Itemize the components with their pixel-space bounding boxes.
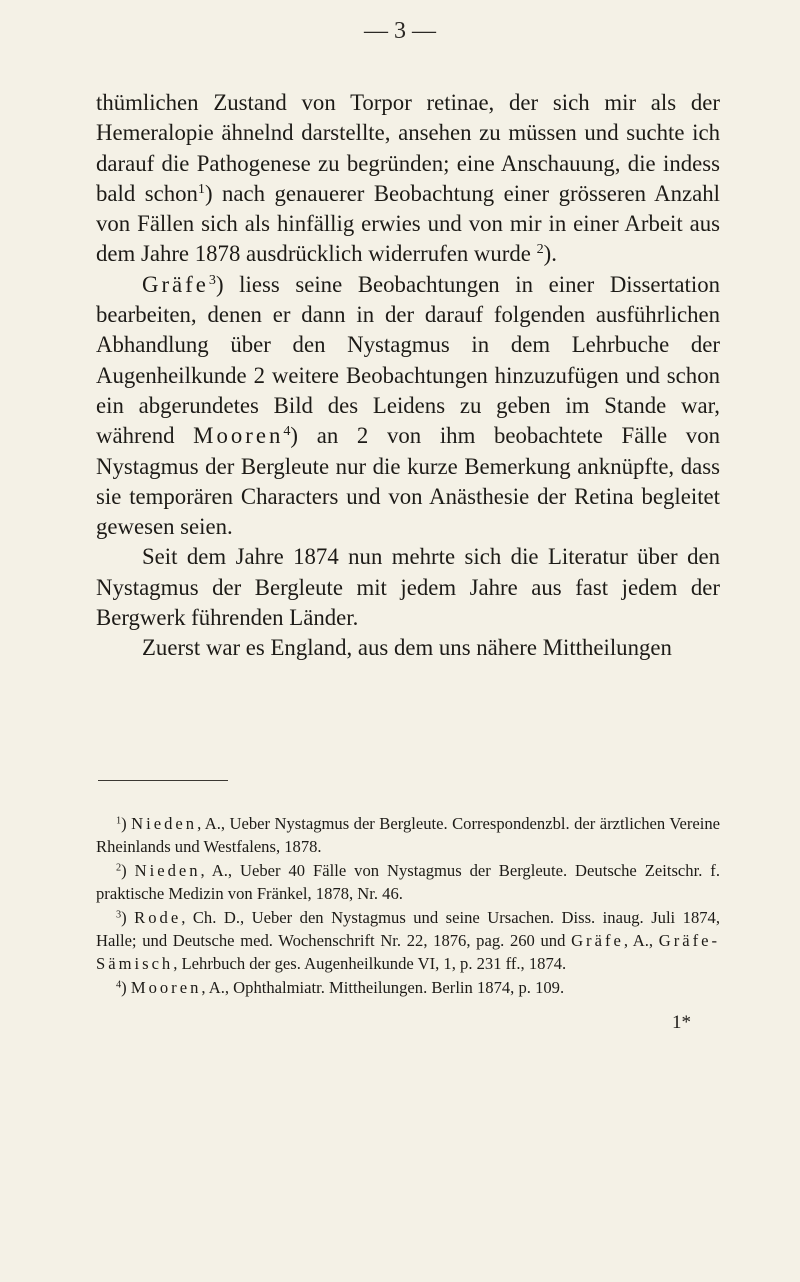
author-name: Gräfe <box>571 931 624 951</box>
footnote-ref-4: 4 <box>283 423 291 440</box>
author-name: Nieden <box>134 860 201 880</box>
footnote-1: $^1$) Nieden, A., Ueber Nystagmus der Bergleute. Correspondenzbl. der ärztlichen Vereine Rheinlands und Westfalens, 1878. <box>96 814 720 857</box>
footnote-mark: 1 <box>116 815 122 827</box>
author-name: Mooren <box>193 423 284 449</box>
printer-signature: 1* <box>672 1012 691 1033</box>
paragraph-1 <box>96 88 720 270</box>
footnote-4: $^4$) Mooren, A., Ophthalmiatr. Mittheilungen. Berlin 1874, p. 109. <box>116 977 565 997</box>
footnote-text: , Ch. D., Ueber den Nystagmus und seine Ursachen. Diss. inaug. Juli 1874, Halle; und Deutsche med. Wochenschrift Nr. 22, 1876, pag. 260 und <box>96 907 720 951</box>
paragraph-4: Zuerst war es England, aus dem uns nähere Mittheilungen <box>142 635 672 661</box>
text-run: ) an 2 von ihm beobachtete Fälle von Nystagmus der Bergleute nur die kurze Bemerkung anknüpfte, dass sie temporären Characters und von Anästhesie der Retina begleitet gewesen seien. <box>96 423 720 540</box>
paragraph-2 <box>96 270 720 543</box>
footnote-ref-2: 2 <box>536 241 544 258</box>
footnote-mark: 3 <box>116 908 122 920</box>
footnote-text: , A., Ueber Nystagmus der Bergleute. Correspondenzbl. der ärztlichen Vereine Rheinlands und Westfalens, 1878. <box>96 814 720 857</box>
footnote-divider <box>98 780 228 781</box>
footnote-text: , A., <box>623 931 659 951</box>
footnote-ref-3: 3 <box>208 272 216 289</box>
page-number: — 3 — <box>364 18 436 44</box>
footnote-mark: 2 <box>116 862 122 874</box>
footnote-3: $^3$) Rode, Ch. D., Ueber den Nystagmus und seine Ursachen. Diss. inaug. Juli 1874, Halle; und Deutsche med. Wochenschrift Nr. 22, 1876, pag. 260 und Gräfe, A., Gräfe-Sämisch, Lehrbuch der ges. Augenheilkunde VI, 1, p. 231 ff., 1874. <box>96 907 721 974</box>
author-name: Nieden <box>131 814 198 833</box>
footnote-mark: 4 <box>116 979 122 991</box>
footnote-text: , A., Ophthalmiatr. Mittheilungen. Berlin 1874, p. 109. <box>201 977 565 997</box>
footnotes <box>96 812 720 999</box>
footnote-text: , A., Ueber 40 Fälle von Nystagmus der Bergleute. Deutsche Zeitschr. f. praktische Medizin von Fränkel, 1878, Nr. 46. <box>96 860 720 904</box>
text-run: ) nach genauerer Beobachtung einer grösseren Anzahl von Fällen sich als hinfällig erwies und von mir in einer Arbeit aus dem Jahre 1878 ausdrücklich widerrufen wurde <box>96 180 720 267</box>
main-text <box>96 88 720 664</box>
text-run: thümlichen Zustand von Torpor retinae, der sich mir als der Hemeralopie ähnelnd darstellte, ansehen zu müssen und suchte ich darauf die Pathogenese zu begründen; eine Anschauung, die indess bald schon <box>96 90 720 206</box>
footnote-2: $^2$) Nieden, A., Ueber 40 Fälle von Nystagmus der Bergleute. Deutsche Zeitschr. f. praktische Medizin von Fränkel, 1878, Nr. 46. <box>96 860 720 904</box>
footnote-ref-1: 1 <box>197 181 205 198</box>
paragraph-3: Seit dem Jahre 1874 nun mehrte sich die Literatur über den Nystagmus der Bergleute mit jedem Jahre aus fast jedem der Bergwerk führenden Länder. <box>96 544 720 631</box>
footnote-text: , Lehrbuch der ges. Augenheilkunde VI, 1, p. 231 ff., 1874. <box>173 954 567 974</box>
author-name: Mooren <box>130 977 202 997</box>
text-run: ). <box>543 241 557 267</box>
author-name: Gräfe <box>142 271 209 297</box>
author-name: Gräfe-Sämisch <box>96 931 721 974</box>
author-name: Rode <box>134 907 182 927</box>
text-run: ) liess seine Beobachtungen in einer Dissertation bearbeiten, denen er dann in der darauf folgenden ausführlichen Abhandlung über den Nystagmus in dem Lehrbuche der Augenheilkunde 2 weitere Beobachtungen hinzuzufügen und schon ein abgerundetes Bild des Leidens zu geben im Stande war, während <box>96 271 720 449</box>
